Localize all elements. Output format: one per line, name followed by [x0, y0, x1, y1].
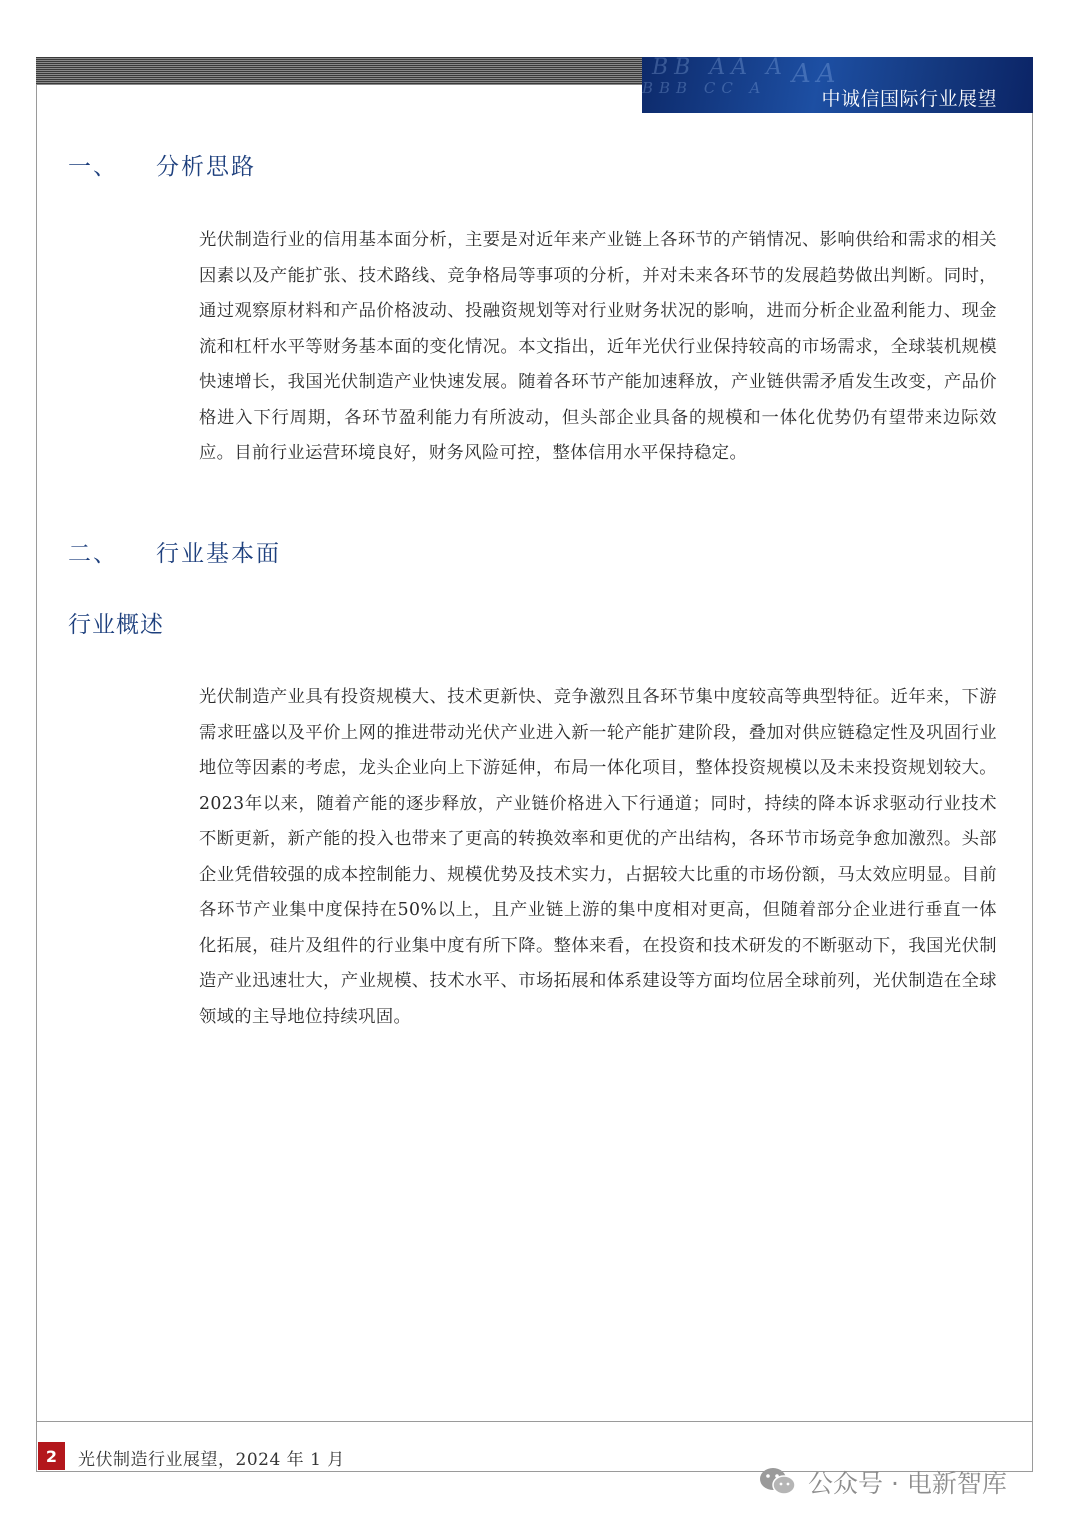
footer-text: 光伏制造行业展望，2024 年 1 月 — [78, 1450, 345, 1470]
section-1-paragraph: 光伏制造行业的信用基本面分析，主要是对近年来产业链上各环节的产销情况、影响供给和需求的相关因素以及产能扩张、技术路线、竞争格局等事项的分析，并对未来各环节的发展趋势做出判断。同时，通过观察原材料和产品价格波动、投融资规划等对行业财务状况的影响，进而分析企业盈利能力、现金流和杠杆水平等财务基本面的变化情况。本文指出，近年光伏行业保持较高的市场需求，全球装机规模快速增长，我国光伏制造产业快速发展。随着各环节产能加速释放，产业链供需矛盾发生改变，产品价格进入下行周期，各环节盈利能力有所波动，但头部企业具备的规模和一体化优势仍有望带来边际效应。目前行业运营环境良好，财务风险可控，整体信用水平保持稳定。 — [199, 230, 997, 463]
footer-divider — [36, 1421, 1033, 1422]
section-heading-2 — [68, 535, 281, 568]
section-number: 一、 — [68, 154, 118, 180]
page-number-badge: 2 — [38, 1442, 65, 1470]
watermark-text: 公众号 · 电新智库 — [808, 1469, 1007, 1498]
header-stripe — [36, 57, 642, 85]
banner-title: 中诚信国际行业展望 — [821, 88, 997, 110]
watermark — [758, 1462, 1007, 1502]
section-title: 分析思路 — [156, 154, 256, 180]
section-2-paragraph: 光伏制造产业具有投资规模大、技术更新快、竞争激烈且各环节集中度较高等典型特征。近年来，下游需求旺盛以及平价上网的推进带动光伏产业进入新一轮产能扩建阶段，叠加对供应链稳定性及巩固行业地位等因素的考虑，龙头企业向上下游延伸，布局一体化项目，整体投资规模以及未来投资规划较大。2023年以来，随着产能的逐步释放，产业链价格进入下行通道；同时，持续的降本诉求驱动行业技术不断更新，新产能的投入也带来了更高的转换效率和更优的产出结构，各环节市场竞争愈加激烈。头部企业凭借较强的成本控制能力、规模优势及技术实力，占据较大比重的市场份额，马太效应明显。目前各环节产业集中度保持在50%以上，且产业链上游的集中度相对更高，但随着部分企业进行垂直一体化拓展，硅片及组件的行业集中度有所下降。整体来看，在投资和技术研发的不断驱动下，我国光伏制造产业迅速壮大，产业规模、技术水平、市场拓展和体系建设等方面均位居全球前列，光伏制造在全球领域的主导地位持续巩固。 — [199, 687, 997, 1027]
banner-deco-text: BB AA A — [652, 57, 788, 80]
header-banner — [642, 57, 1033, 113]
banner-deco-text: AA — [792, 59, 842, 89]
section-number: 二、 — [68, 541, 118, 567]
banner-deco-text: BBB CC A — [642, 79, 767, 97]
wechat-icon — [758, 1466, 798, 1498]
subsection-heading: 行业概述 — [68, 612, 164, 638]
section-title: 行业基本面 — [156, 541, 281, 567]
section-heading-1 — [68, 148, 256, 181]
